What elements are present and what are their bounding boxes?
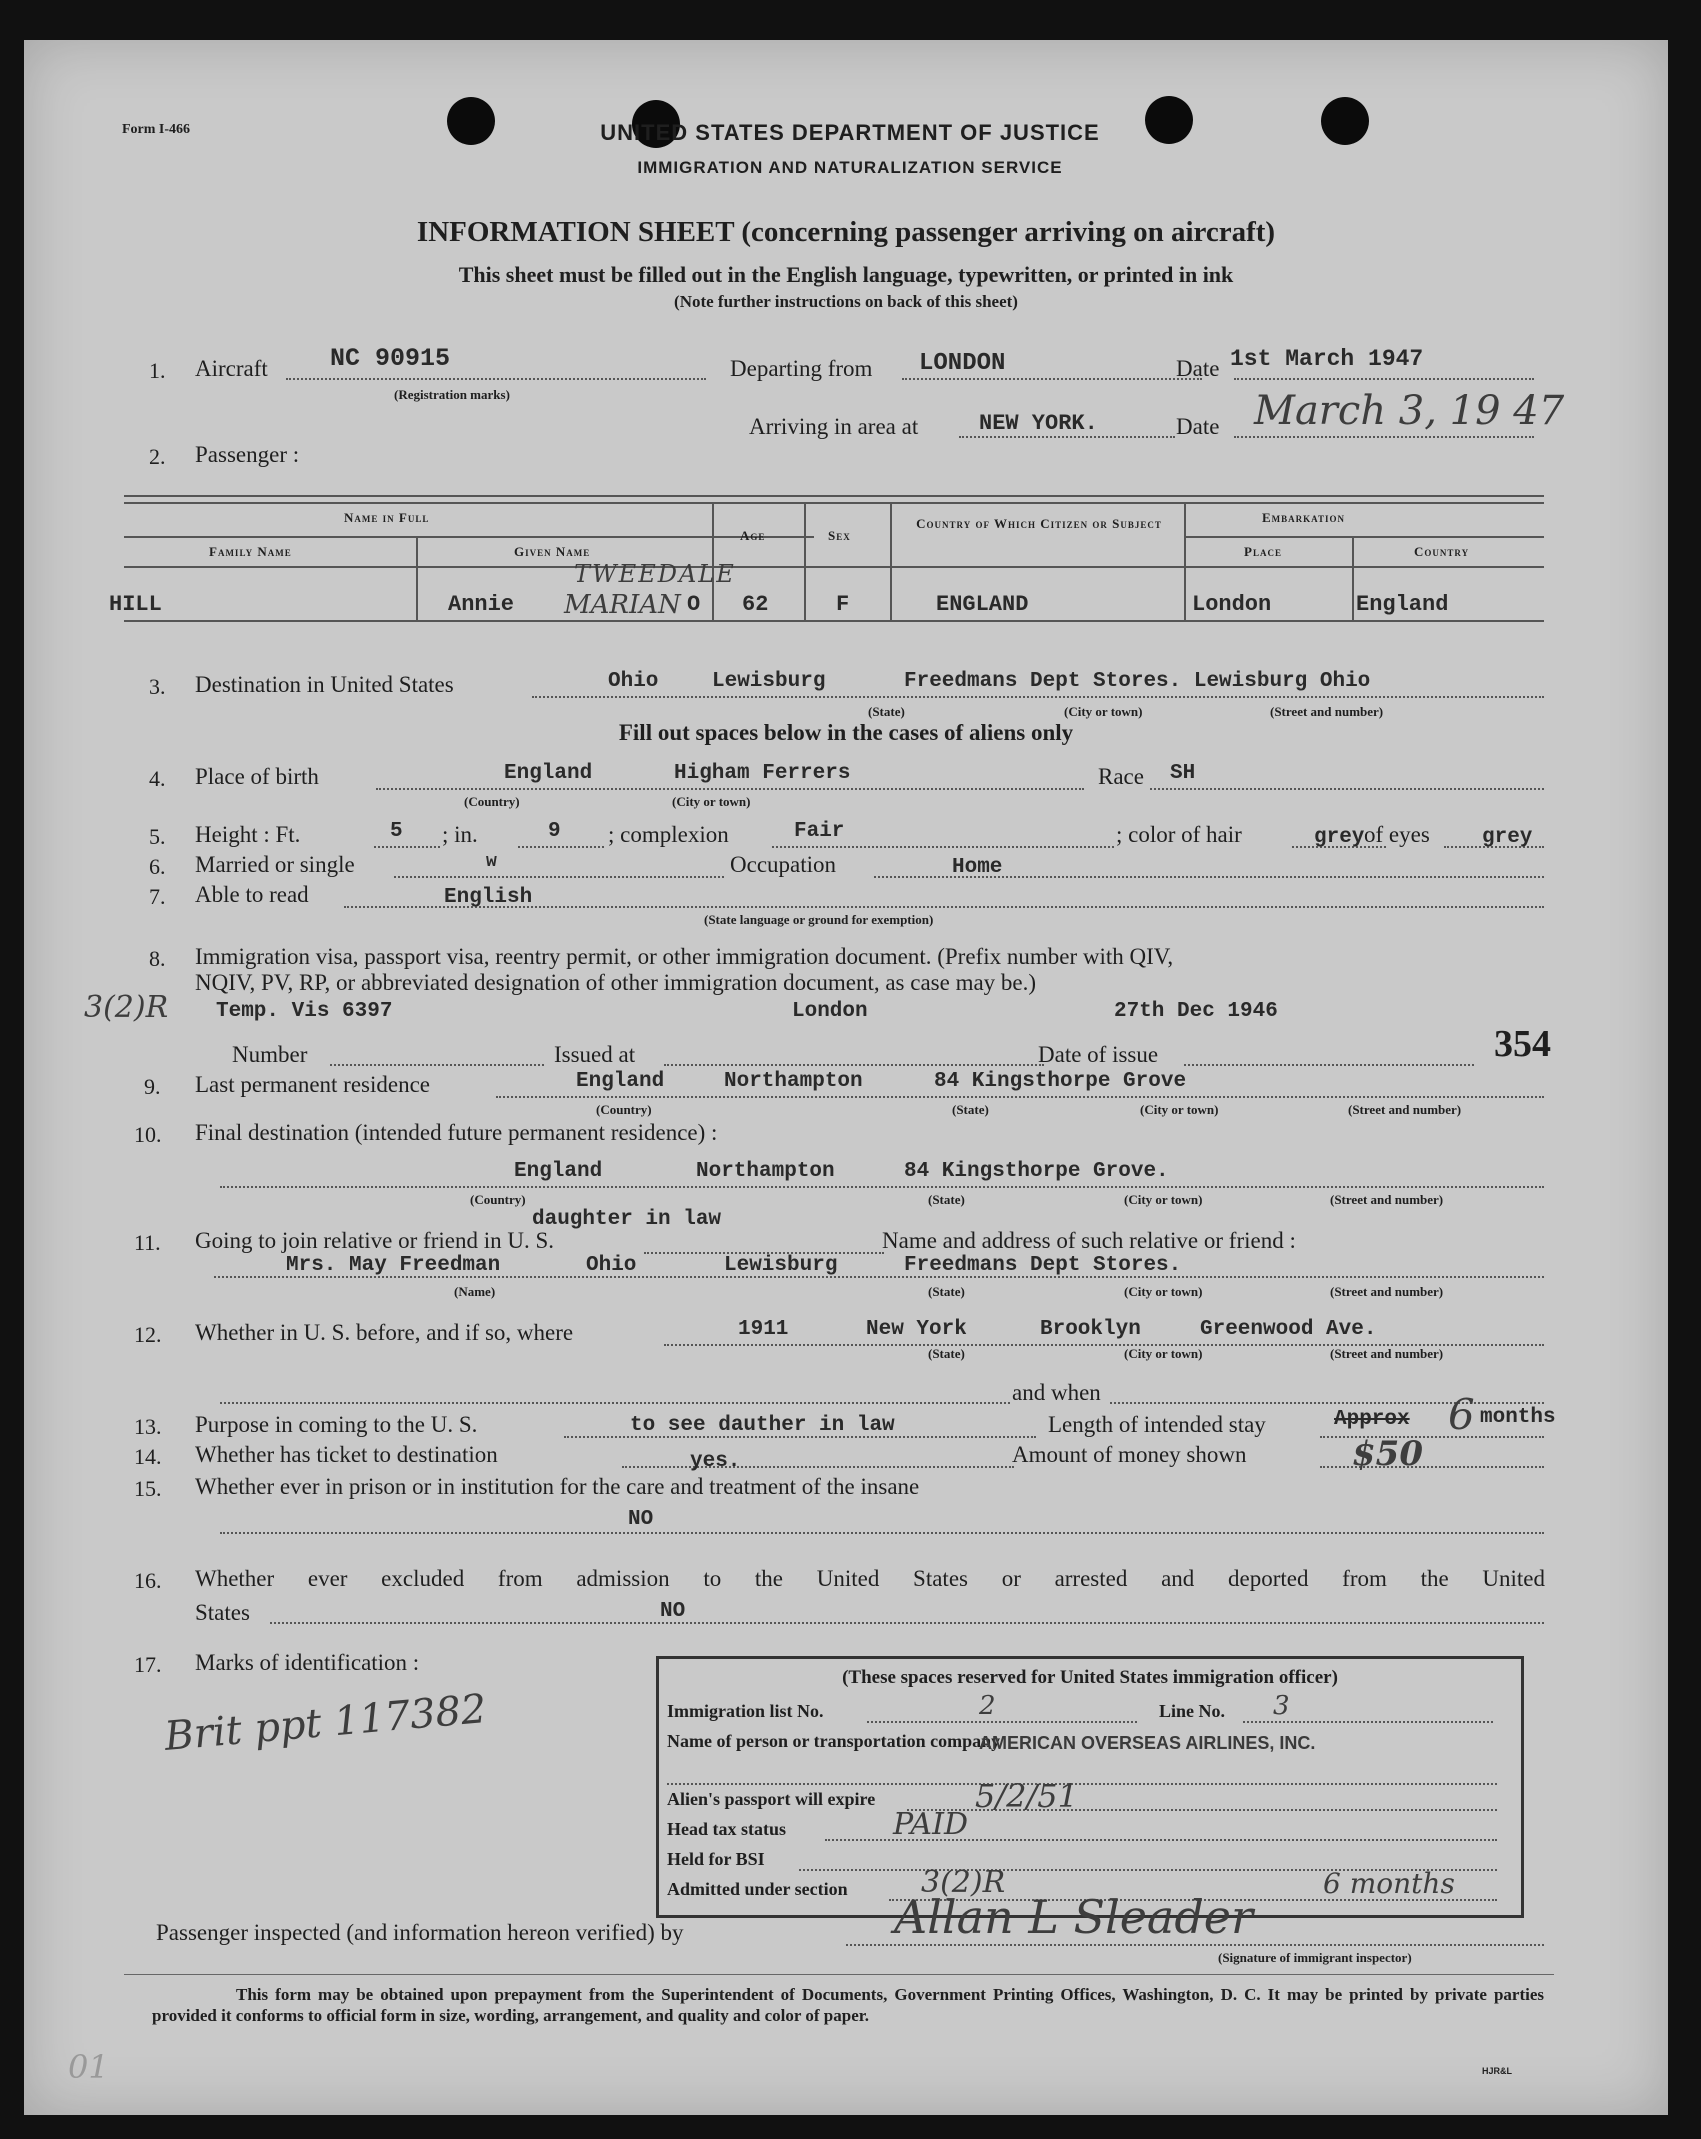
marks-label: Marks of identification : <box>195 1650 420 1675</box>
col-header-country: Country <box>1414 544 1470 559</box>
item-number: 2. <box>149 444 166 469</box>
eyes-value: grey <box>1482 826 1533 849</box>
height-in: 9 <box>548 820 561 843</box>
date-label: Date <box>1176 414 1220 439</box>
citizen-value: ENGLAND <box>936 592 1029 617</box>
purpose-label: Purpose in coming to the U. S. <box>195 1412 478 1437</box>
residence-state: Northampton <box>724 1070 863 1093</box>
aliens-heading: Fill out spaces below in the cases of aliens only <box>618 720 1074 745</box>
before-year: 1911 <box>738 1318 789 1341</box>
departing-value: LONDON <box>919 350 1006 377</box>
line-number: 3 <box>1273 1691 1290 1721</box>
passenger-label: Passenger : <box>195 442 300 467</box>
item-number: 15. <box>134 1476 162 1501</box>
ticket-value: yes. <box>690 1450 741 1473</box>
department-title: UNITED STATES DEPARTMENT OF JUSTICE <box>600 120 1100 145</box>
sub-city: (City or town) <box>1140 1102 1219 1117</box>
before-label: Whether in U. S. before, and if so, where <box>195 1320 574 1345</box>
list-number: 2 <box>979 1691 996 1721</box>
sub-street: (Street and number) <box>1270 704 1384 719</box>
sub-city: (City or town) <box>1124 1346 1203 1361</box>
birth-city: Higham Ferrers <box>674 762 851 785</box>
punch-hole <box>447 97 495 145</box>
embark-country: England <box>1356 592 1449 617</box>
name-address-label: Name and address of such relative or friend : <box>882 1228 1296 1253</box>
occupation-value: Home <box>952 856 1003 879</box>
birthplace-label: Place of birth <box>195 764 319 789</box>
list-label: Immigration list No. <box>667 1701 824 1721</box>
destination-label: Destination in United States <box>195 672 454 697</box>
race-value: SH <box>1170 762 1196 785</box>
marks-value: Brit ppt 117382 <box>162 1686 489 1760</box>
stay-number: 6 <box>1448 1390 1475 1439</box>
item-number: 3. <box>149 674 166 699</box>
departing-label: Departing from <box>730 356 873 381</box>
sub-state: (State) <box>952 1102 989 1117</box>
item-number: 14. <box>134 1444 162 1469</box>
when-label: and when <box>1012 1380 1101 1405</box>
final-country: England <box>514 1160 603 1183</box>
item-number: 13. <box>134 1414 162 1439</box>
inches-label: ; in. <box>442 822 478 847</box>
col-header-sex: Sex <box>828 528 851 543</box>
inserted-name: TWEEDALE <box>574 560 736 588</box>
before-city: Brooklyn <box>1040 1318 1141 1341</box>
passport-expiry: 5/2/51 <box>975 1777 1078 1815</box>
complexion-value: Fair <box>794 820 845 843</box>
admitted-label: Admitted under section <box>667 1879 848 1899</box>
item-number: 1. <box>149 358 166 383</box>
instruction-line: This sheet must be filled out in the English language, typewritten, or printed in ink <box>458 262 1234 287</box>
hair-value: grey <box>1314 826 1365 849</box>
arriving-value: NEW YORK. <box>979 411 1098 436</box>
stamp-number: 354 <box>1494 1023 1551 1065</box>
final-city: 84 Kingsthorpe Grove. <box>904 1160 1169 1183</box>
read-sub: (State language or ground for exemption) <box>704 912 934 927</box>
margin-mark: 01 <box>68 2048 109 2086</box>
relative-city: Lewisburg <box>724 1254 838 1277</box>
item-number: 6. <box>149 854 166 879</box>
residence-label: Last permanent residence <box>195 1072 430 1097</box>
footer-text: This form may be obtained upon prepayment from the Superintendent of Documents, Government Printing Offices, Washington, D. C. It may be printed by private parties provided it conforms to official form in size, wording, arrangement, and quality and color of paper. <box>152 1985 1544 2025</box>
item-number: 4. <box>149 766 166 791</box>
excluded-value: NO <box>660 1600 686 1623</box>
dest-state: Ohio <box>608 670 659 693</box>
race-label: Race <box>1098 764 1144 789</box>
money-value: $50 <box>1352 1434 1423 1474</box>
visa-section-prefix: 3(2)R <box>84 990 169 1025</box>
col-header-family: Family Name <box>209 544 292 559</box>
item-number: 17. <box>134 1652 162 1677</box>
visa-issue-date: 27th Dec 1946 <box>1114 1000 1278 1023</box>
sub-street: (Street and number) <box>1330 1346 1444 1361</box>
item-number: 5. <box>149 824 166 849</box>
inspected-label: Passenger inspected (and information hereon verified) by <box>156 1920 684 1945</box>
read-label: Able to read <box>195 882 309 907</box>
document-line2: NQIV, PV, RP, or abbreviated designation of other immigration document, as case may be.) <box>195 970 1037 995</box>
name-extra: O <box>687 592 701 617</box>
date-label: Date <box>1176 356 1220 381</box>
departure-date: 1st March 1947 <box>1230 346 1424 372</box>
arrival-date: March 3, 19 47 <box>1254 388 1565 434</box>
stay-struck: Approx <box>1334 1408 1410 1431</box>
stay-unit: months <box>1480 1406 1556 1429</box>
sub-country: (Country) <box>464 794 520 809</box>
admitted-period: 6 months <box>1323 1867 1455 1900</box>
sub-street: (Street and number) <box>1348 1102 1462 1117</box>
complexion-label: ; complexion <box>608 822 729 847</box>
height-label: Height : Ft. <box>195 822 301 847</box>
registration-note: (Registration marks) <box>394 387 510 402</box>
sub-city: (City or town) <box>1124 1192 1203 1207</box>
col-header-citizen: Country of Which Citizen or Subject <box>916 516 1162 531</box>
instruction-note: (Note further instructions on back of this sheet) <box>674 292 1018 311</box>
excluded-line1: Whether ever excluded from admission to the United States or arrested and deported from the United <box>195 1566 1545 1591</box>
embark-place: London <box>1192 592 1272 617</box>
issued-label: Issued at <box>554 1042 636 1067</box>
printer-mark: HJR&L <box>1482 2066 1513 2076</box>
transport-value: AMERICAN OVERSEAS AIRLINES, INC. <box>979 1733 1316 1753</box>
page-title: INFORMATION SHEET (concerning passenger arriving on aircraft) <box>416 216 1276 248</box>
age-value: 62 <box>742 592 769 617</box>
inspector-signature: Allan L Sleader <box>894 1890 1254 1944</box>
sub-country: (Country) <box>470 1192 526 1207</box>
sub-country: (Country) <box>596 1102 652 1117</box>
item-number: 16. <box>134 1568 162 1593</box>
hair-label: ; color of hair <box>1116 822 1242 847</box>
punch-hole <box>1321 97 1369 145</box>
item-number: 7. <box>149 884 166 909</box>
visa-number: Temp. Vis 6397 <box>216 1000 393 1023</box>
final-dest-label: Final destination (intended future permanent residence) : <box>195 1120 718 1145</box>
final-state: Northampton <box>696 1160 835 1183</box>
relative-state: Ohio <box>586 1254 637 1277</box>
service-title: IMMIGRATION AND NATURALIZATION SERVICE <box>637 158 1063 177</box>
number-label: Number <box>232 1042 308 1067</box>
officer-box-title: (These spaces reserved for United States immigration officer) <box>842 1667 1338 1688</box>
item-number: 12. <box>134 1322 162 1347</box>
ticket-label: Whether has ticket to destination <box>195 1442 498 1467</box>
eyes-label: of eyes <box>1364 822 1430 847</box>
sub-state: (State) <box>868 704 905 719</box>
prison-value: NO <box>628 1508 654 1531</box>
col-header-embarkation: Embarkation <box>1262 510 1346 525</box>
read-value: English <box>444 886 533 909</box>
admitted-section: 3(2)R <box>921 1865 1006 1900</box>
before-street: Greenwood Ave. <box>1200 1318 1377 1341</box>
aircraft-label: Aircraft <box>195 356 268 381</box>
before-state: New York <box>866 1318 967 1341</box>
sub-state: (State) <box>928 1192 965 1207</box>
married-value: w <box>486 852 497 872</box>
sub-city: (City or town) <box>672 794 751 809</box>
married-label: Married or single <box>195 852 355 877</box>
residence-city: 84 Kingsthorpe Grove <box>934 1070 1187 1093</box>
birth-country: England <box>504 762 593 785</box>
issue-date-label: Date of issue <box>1038 1042 1159 1067</box>
occupation-label: Occupation <box>730 852 837 877</box>
sub-city: (City or town) <box>1124 1284 1203 1299</box>
family-name: HILL <box>109 592 162 617</box>
col-header-age: Age <box>740 528 766 543</box>
form-sheet <box>24 40 1668 2115</box>
dest-city: Lewisburg <box>712 670 826 693</box>
line-label: Line No. <box>1159 1701 1226 1721</box>
bsi-label: Held for BSI <box>667 1849 765 1869</box>
item-number: 9. <box>144 1074 161 1099</box>
join-label: Going to join relative or friend in U. S. <box>195 1228 554 1253</box>
col-header-place: Place <box>1244 544 1282 559</box>
residence-country: England <box>576 1070 665 1093</box>
purpose-value: to see dauther in law <box>630 1414 895 1437</box>
sub-city: (City or town) <box>1064 704 1143 719</box>
form-number: Form I-466 <box>122 122 191 137</box>
money-label: Amount of money shown <box>1012 1442 1247 1467</box>
relative-name: Mrs. May Freedman <box>286 1254 501 1277</box>
sex-value: F <box>836 592 850 617</box>
punch-hole <box>1145 96 1193 144</box>
document-line1: Immigration visa, passport visa, reentry permit, or other immigration document. (Prefix number with QIV, <box>195 944 1174 969</box>
tax-status: PAID <box>893 1807 968 1842</box>
stay-label: Length of intended stay <box>1048 1412 1266 1437</box>
relative-street: Freedmans Dept Stores. <box>904 1254 1182 1277</box>
col-header-given: Given Name <box>514 544 591 559</box>
sub-state: (State) <box>928 1284 965 1299</box>
visa-issued-at: London <box>792 1000 868 1023</box>
arriving-label: Arriving in area at <box>749 414 919 439</box>
col-header-name: Name in Full <box>344 510 430 525</box>
height-ft: 5 <box>390 820 403 843</box>
signature-note: (Signature of immigrant inspector) <box>1218 1950 1412 1965</box>
sub-street: (Street and number) <box>1330 1192 1444 1207</box>
aircraft-value: NC 90915 <box>330 344 451 373</box>
given-name: Annie <box>448 592 515 617</box>
tax-label: Head tax status <box>667 1819 787 1839</box>
item-number: 11. <box>134 1230 161 1255</box>
transport-label: Name of person or transportation company <box>667 1731 1001 1751</box>
excluded-line2: States <box>195 1600 250 1625</box>
middle-name: MARIAN <box>564 590 681 620</box>
officer-box <box>656 1656 1524 1918</box>
passport-label: Alien's passport will expire <box>667 1789 876 1809</box>
item-number: 8. <box>149 946 166 971</box>
sub-street: (Street and number) <box>1330 1284 1444 1299</box>
item-number: 10. <box>134 1122 162 1147</box>
join-relation: daughter in law <box>532 1208 722 1231</box>
sub-state: (State) <box>928 1346 965 1361</box>
prison-label: Whether ever in prison or in institution for the care and treatment of the insane <box>195 1474 920 1499</box>
sub-name: (Name) <box>454 1284 496 1299</box>
dest-street: Freedmans Dept Stores. Lewisburg Ohio <box>904 670 1371 693</box>
